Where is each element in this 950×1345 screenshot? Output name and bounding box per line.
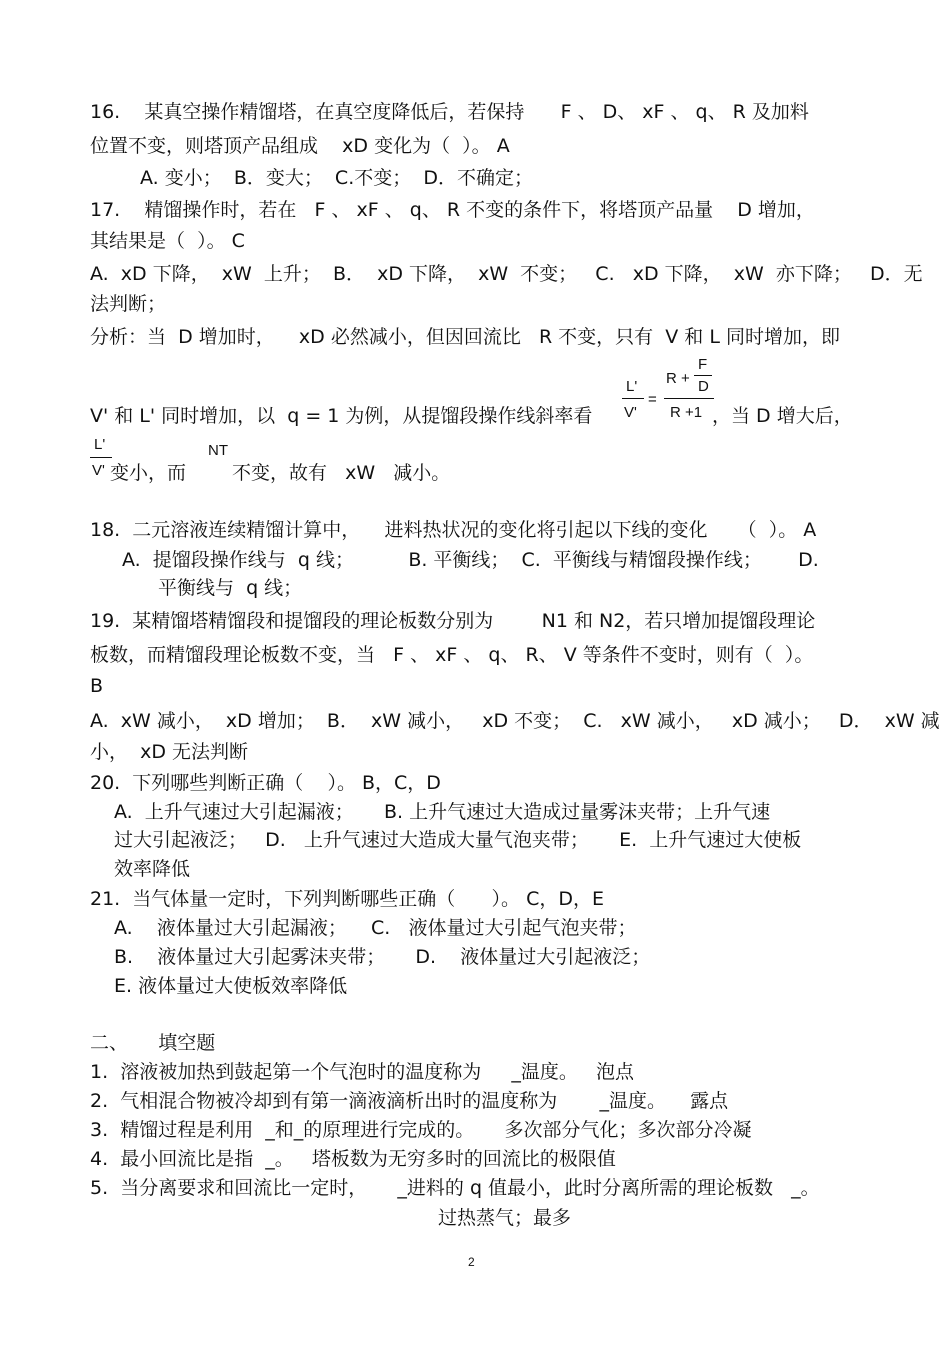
text-line: A. 提馏段操作线与 q 线； B. 平衡线； C. 平衡线与精馏段操作线； D. [122,549,819,571]
text-line: 位置不变，则塔顶产品组成 xD 变化为（ ）。 A [90,135,510,157]
text-line: 二、 填空题 [90,1032,216,1054]
text-line: V' 和 L' 同时增加，以 q = 1 为例，从提馏段操作线斜率看 [90,405,593,427]
text-line: 法判断； [90,293,167,315]
text-line: 小， xD 无法判断 [90,741,248,763]
text-line: 1. 溶液被加热到鼓起第一个气泡时的温度称为 _温度。 泡点 [90,1061,635,1083]
frac1-inner-den: D [698,378,709,395]
text-line: A. 上升气速过大引起漏液； B. 上升气速过大造成过量雾沫夹带；上升气速 [114,801,771,823]
text-line: 分析：当 D 增加时， xD 必然减小，但因回流比 R 不变，只有 V 和 L 同时增加，即 [90,326,840,348]
frac1-lhs-num: L' [626,378,638,395]
frac2-den: V' [92,462,105,479]
text-line: 平衡线与 q 线； [158,577,303,599]
frac1-inner-bar [694,375,712,376]
text-line: 21. 当气体量一定时，下列判断哪些正确（ ）。 C，D，E [90,888,604,910]
text-line: 不变，故有 xW 减小。 [232,462,451,484]
text-line: 变小，而 [110,462,187,484]
text-line: 效率降低 [114,858,191,880]
text-line: 17. 精馏操作时，若在 F 、 xF 、 q、 R 不变的条件下，将塔顶产品量 D 增加， [90,199,815,221]
text-line: E. 液体量过大使板效率降低 [114,975,348,997]
page-number: 2 [468,1255,475,1269]
text-line: 板数，而精馏段理论板数不变，当 F 、 xF 、 q、 R、 V 等条件不变时，则有（ ）。 [90,644,814,666]
text-line: B. 液体量过大引起雾沫夹带； D. 液体量过大引起液泛； [114,946,651,968]
text-line: 19. 某精馏塔精馏段和提馏段的理论板数分别为 N1 和 N2，若只增加提馏段理论 [90,610,816,632]
frac1-lhs-bar [622,398,644,399]
frac1-rhs-den: R +1 [670,404,703,421]
text-line: A. 变小； B．变大； C.不变； D．不确定； [140,167,533,189]
frac1-inner-num: F [698,356,708,373]
text-line: B [90,675,104,697]
frac1-lhs-den: V' [624,404,637,421]
text-line: A. 液体量过大引起漏液； C. 液体量过大引起气泡夹带； [114,917,637,939]
text-line: 过热蒸气；最多 [438,1207,572,1229]
text-line: 4. 最小回流比是指 _。 塔板数为无穷多时的回流比的极限值 [90,1148,616,1170]
frac1-eq: = [648,391,657,408]
text-line: 2. 气相混合物被冷却到有第一滴液滴析出时的温度称为 _温度。 露点 [90,1090,729,1112]
text-line: 18. 二元溶液连续精馏计算中， 进料热状况的变化将引起以下线的变化 （ ）。 A [90,519,817,541]
text-line: 20. 下列哪些判断正确（ ）。 B，C，D [90,772,441,794]
frac1-rhs-top: R + [666,370,690,387]
text-line: 3. 精馏过程是利用 _和_的原理进行完成的。 多次部分气化；多次部分冷凝 [90,1119,752,1141]
text-line: 过大引起液泛； D. 上升气速过大造成大量气泡夹带； E. 上升气速过大使板 [114,829,802,851]
text-line: 16. 某真空操作精馏塔，在真空度降低后，若保持 F 、 D、 xF 、 q、 R 及加料 [90,101,809,123]
text-line: A. xW 减小， xD 增加； B． xW 减小， xD 不变； C. xW 减小， xD 减小； D． xW 减 [90,710,940,732]
text-line: 5. 当分离要求和回流比一定时， _进料的 q 值最小，此时分离所需的理论板数 _。 [90,1177,820,1199]
text-line: A. xD 下降， xW 上升； B． xD 下降， xW 不变； C. xD 下降， xW 亦下降； D．无 [90,263,923,285]
nt-symbol: NT [208,442,228,459]
frac2-num: L' [94,436,106,453]
frac2-bar [90,457,112,458]
text-line: ，当 D 增大后， [712,405,853,427]
frac1-main-bar [664,398,714,399]
text-line: 其结果是（ ）。 C [90,230,245,252]
